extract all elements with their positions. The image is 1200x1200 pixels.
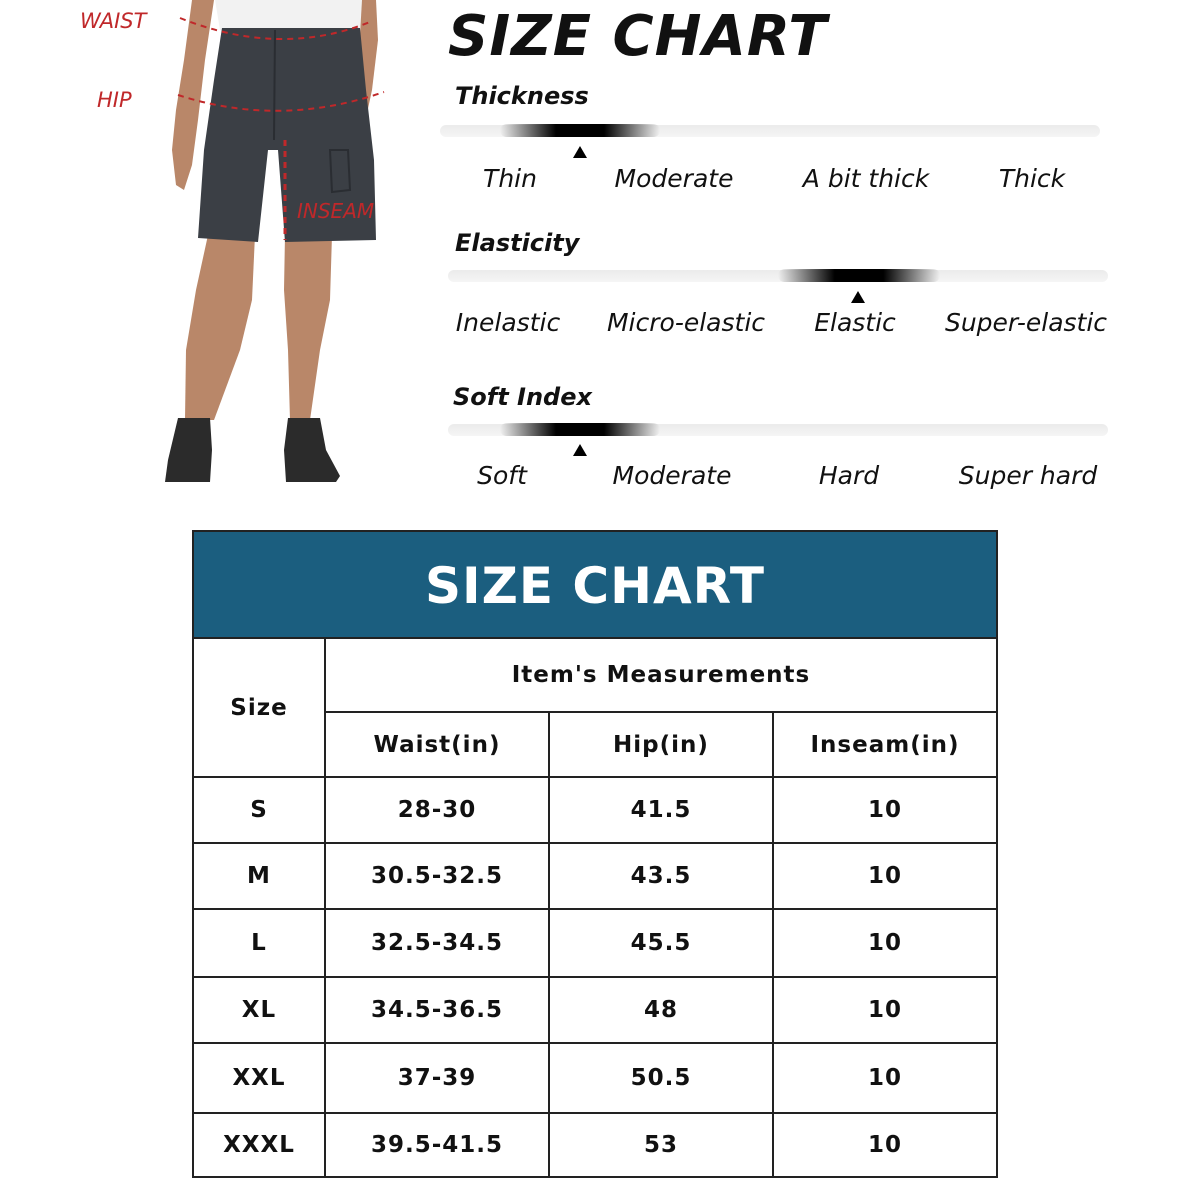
inseam-label: INSEAM [297,199,375,223]
hip-cell: 53 [643,1132,678,1158]
measurements-group-header: Item's Measurements [511,662,811,688]
hip-cell: 41.5 [630,797,692,823]
size-cell: XXXL [223,1132,295,1158]
size-chart-heading: SIZE CHART [448,4,828,69]
hip-column-header: Hip(in) [613,731,709,758]
grid-line [324,711,996,713]
size-cell: S [250,797,268,823]
option-soft: Soft [477,461,527,490]
hip-label: HIP [97,88,132,112]
inseam-cell: 10 [867,797,902,823]
waist-cell: 37-39 [397,1065,477,1091]
right-shoe-shape [284,418,340,482]
option-thick: Thick [998,164,1066,193]
scale-level-thickness [500,124,660,137]
waist-cell: 34.5-36.5 [370,997,504,1023]
option-micro-elastic: Micro-elastic [606,308,766,337]
scale-pointer-elasticity-icon [851,291,865,303]
hip-cell: 50.5 [630,1065,692,1091]
scale-level-elasticity [778,269,940,282]
waist-cell: 39.5-41.5 [370,1132,504,1158]
inseam-cell: 10 [867,1132,902,1158]
hip-cell: 48 [643,997,678,1023]
hip-cell: 43.5 [630,863,692,889]
right-leg-shape [284,235,332,420]
size-cell: L [251,930,267,956]
attribute-title-thickness: Thickness [455,82,589,110]
size-column-header: Size [230,694,288,721]
table-title-bar [194,532,996,639]
waist-cell: 30.5-32.5 [370,863,504,889]
option-moderate: Moderate [614,164,734,193]
waist-label: WAIST [80,9,147,33]
option-a-bit-thick: A bit thick [802,164,930,193]
scale-level-soft-index [500,423,660,436]
table-title: SIZE CHART [424,556,766,615]
size-cell: XL [241,997,277,1023]
waist-cell: 32.5-34.5 [370,930,504,956]
grid-line [194,637,996,639]
hip-cell: 45.5 [630,930,692,956]
size-cell: XXL [232,1065,286,1091]
option-thin: Thin [483,164,537,193]
waist-cell: 28-30 [397,797,477,823]
size-table [192,530,998,1178]
option-super-hard: Super hard [958,461,1098,490]
scale-pointer-thickness-icon [573,146,587,158]
option-hard: Hard [818,461,880,490]
inseam-cell: 10 [867,997,902,1023]
option-moderate-soft: Moderate [612,461,732,490]
shirt-shape [215,0,365,30]
left-shoe-shape [165,418,212,482]
inseam-column-header: Inseam(in) [810,731,960,758]
waist-column-header: Waist(in) [373,731,501,758]
scale-pointer-soft-index-icon [573,444,587,456]
shorts-seam [274,30,275,140]
size-cell: M [247,863,271,889]
model-figure [60,0,420,500]
option-elastic: Elastic [814,308,896,337]
attribute-title-soft-index: Soft Index [453,383,592,411]
left-leg-shape [185,235,255,420]
option-super-elastic: Super-elastic [944,308,1108,337]
option-inelastic: Inelastic [455,308,561,337]
inseam-cell: 10 [867,1065,902,1091]
inseam-cell: 10 [867,930,902,956]
attribute-title-elasticity: Elasticity [455,229,580,257]
inseam-cell: 10 [867,863,902,889]
